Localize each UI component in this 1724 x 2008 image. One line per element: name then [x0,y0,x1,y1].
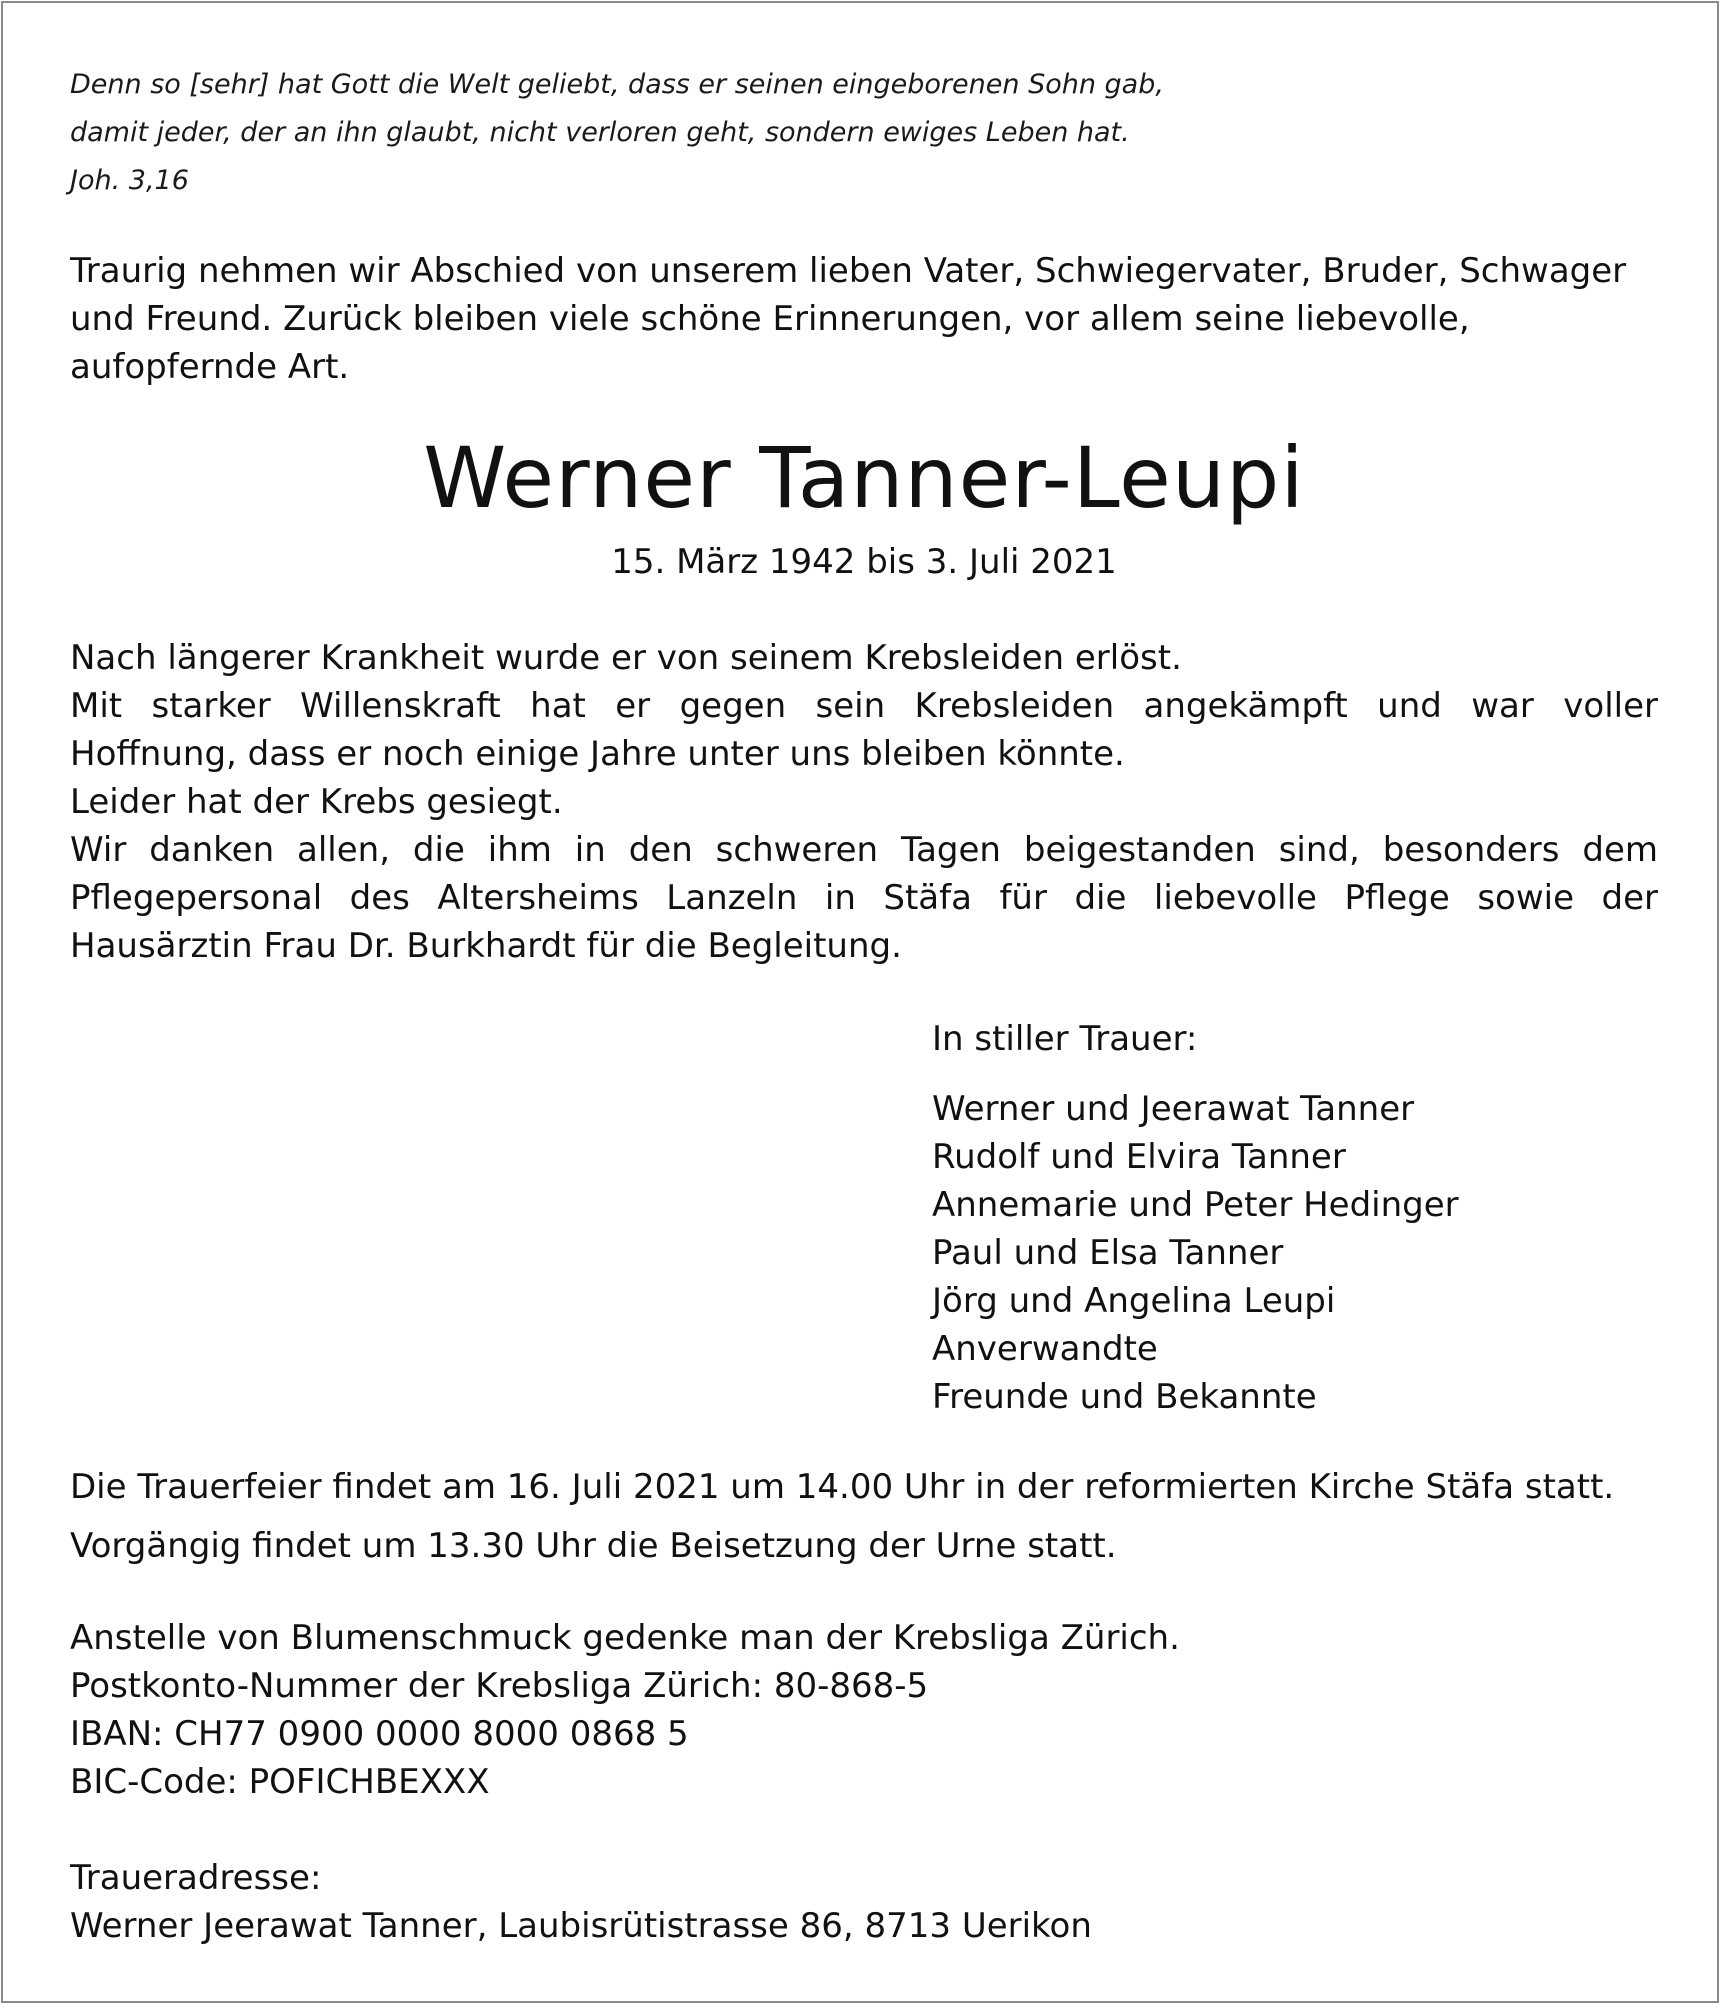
mourner-name: Annemarie und Peter Hedinger [932,1185,1459,1225]
mourners-heading: In stiller Trauer: [932,1019,1198,1059]
verse-line: Denn so [sehr] hat Gott die Welt geliebt, dass er seinen eingeborenen Sohn gab, [70,69,1164,100]
address-label: Traueradresse: [70,1858,322,1898]
bible-verse [70,61,1658,205]
body-line: Leider hat der Krebs gesiegt. [70,782,563,822]
address-value: Werner Jeerawat Tanner, Laubisrütistrasse 86, 8713 Uerikon [70,1906,1092,1946]
donation-info [70,1614,1658,1806]
mourner-name: Paul und Elsa Tanner [932,1233,1284,1273]
intro-line: aufopfernde Art. [70,347,350,387]
donation-line: Anstelle von Blumenschmuck gedenke man der Krebsliga Zürich. [70,1618,1180,1658]
mourner-name: Jörg und Angelina Leupi [932,1281,1336,1321]
iban: IBAN: CH77 0900 0000 8000 0868 5 [70,1714,689,1754]
body-paragraph [70,634,1658,970]
mourner-name: Werner und Jeerawat Tanner [932,1089,1415,1129]
body-line: Pflegepersonal des Altersheims Lanzeln in Stäfa für die liebevolle Pflege sowie der [70,878,1658,918]
ceremony-line: Die Trauerfeier findet am 16. Juli 2021 um 14.00 Uhr in der reformierten Kirche Stäfa statt. [70,1467,1615,1507]
intro-line: und Freund. Zurück bleiben viele schöne Erinnerungen, vor allem seine liebevolle, [70,299,1470,339]
intro-paragraph [70,247,1710,391]
mourner-name: Freunde und Bekannte [932,1377,1317,1417]
body-line: Mit starker Willenskraft hat er gegen sein Krebsleiden angekämpft und war voller [70,686,1658,726]
mourning-address [70,1854,1658,1950]
mourners-list [932,1015,1632,1421]
bic-code: BIC-Code: POFICHBEXXX [70,1762,490,1802]
intro-line: Traurig nehmen wir Abschied von unserem lieben Vater, Schwiegervater, Bruder, Schwager [70,251,1627,291]
body-line: Hausärztin Frau Dr. Burkhardt für die Begleitung. [70,926,902,966]
deceased-name: Werner Tanner-Leupi [423,429,1305,527]
mourner-name: Anverwandte [932,1329,1158,1369]
mourner-name: Rudolf und Elvira Tanner [932,1137,1346,1177]
body-line: Nach längerer Krankheit wurde er von seinem Krebsleiden erlöst. [70,638,1182,678]
body-line: Wir danken allen, die ihm in den schweren Tagen beigestanden sind, besonders dem [70,830,1658,870]
ceremony-line: Vorgängig findet um 13.30 Uhr die Beisetzung der Urne statt. [70,1526,1117,1566]
verse-line: damit jeder, der an ihn glaubt, nicht verloren geht, sondern ewiges Leben hat. [70,117,1130,148]
ceremony-info [70,1458,1670,1576]
verse-reference: Joh. 3,16 [70,165,189,196]
body-line: Hoffnung, dass er noch einige Jahre unter uns bleiben könnte. [70,734,1125,774]
obituary-notice [1,1,1719,2003]
postal-account-number: Postkonto-Nummer der Krebsliga Zürich: 80-868-5 [70,1666,929,1706]
life-dates: 15. März 1942 bis 3. Juli 2021 [611,542,1117,582]
